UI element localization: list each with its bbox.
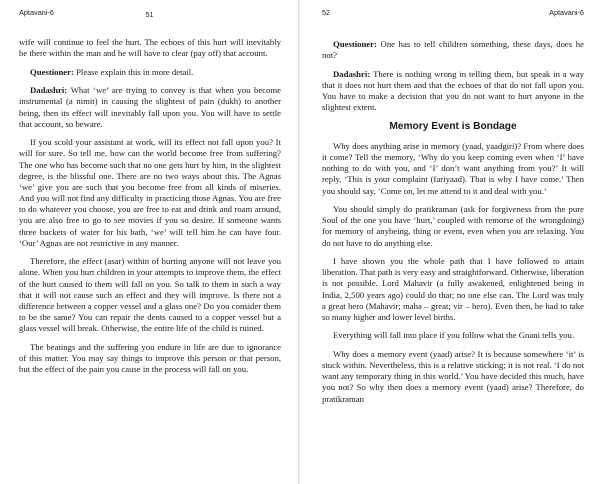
right-page-text [322,39,584,405]
left-page [0,0,299,484]
left-book-title: Aptavani-6 [19,8,54,17]
paragraph-text: There is nothing wrong in telling them, but speak in a way that it does not hurt them and that the echoes of that do not fall upon you. You have to make a decision that you do not want to hurt anyone in the slightest extent. [322,68,585,113]
speaker-label: Dadashri: [30,85,71,96]
left-running-head [19,0,281,20]
right-paragraph [322,141,584,197]
right-paragraph [322,330,584,341]
left-page-number: 51 [145,10,154,19]
speaker-label: Dadashri: [333,68,374,79]
speaker-label: Questioner: [333,39,381,49]
left-paragraph [19,137,281,249]
paragraph-text: One has to tell children something, these days, does he not? [322,39,584,61]
paragraph-text: If you scold your assistant at work, will its effect not fall upon you? It will for sure. So tell me, how can the world become free from suffering? The one who has become such that no one gets hurt by him, in the slightest degree, is the blissful one. There are no two ways about this. The Agnas ‘we’ give you are such that you become free from all kinds of miseries. And you will not find any difficulty in practicing those Agnas. You are free to do whatever you choose, you are free to eat and drink and roam around, you are also free to go to see movies if you so desire. If someone wants three buckets of water for his bath, ‘we’ will tell him he can have four. ‘Our’ Agnas are not restrictive in any manner. [19,137,281,248]
right-paragraph [322,69,584,114]
paragraph-text: I have shown you the whole path that I have followed to attain liberation. That path is very easy and straightforward. Otherwise, liberation is not possible. Lord Mahavir (a fully awakened, enlightened being in India, 2,500 years ago) could do that; no one else can. The Lord was truly a great hero (Mahavir; maha – great; vir – hero). Even then, he had to take so many higher and lower level births. [322,256,584,322]
left-paragraph [19,37,281,59]
left-paragraph [19,85,281,130]
paragraph-text: Please explain this in more detail. [76,66,194,77]
right-book-title: Aptavani-6 [549,8,584,17]
right-running-head [322,0,584,20]
right-paragraph [322,256,584,323]
paragraph-text: Everything will fall into place if you follow what the Gnani tells you. [333,330,575,341]
paragraph-text: You should simply do pratikraman (ask for forgiveness from the pure Soul of the one you have ‘hurt,’ coupled with remorse of the wrongdoing) for memory of anybeing, thing or event, even when you are relaxing. You do not have to do anything else. [322,204,584,248]
right-paragraph [322,349,584,405]
paragraph-text: Why does anything arise in memory (yaad, yaadgiri)? From where does it come? Tell the memory, ‘Why do you keep coming even when ‘I’ have nothing to do with you, and ‘I’ don’t want anything from you?’ It will reply, ‘This is your complaint (fariyaad). That is why I have come.’ Then you should say, ‘Come on, let me attend to it and deal with you.’ [322,140,584,196]
left-page-text [19,37,281,375]
left-paragraph [19,256,281,334]
right-page-number: 52 [322,8,331,17]
right-paragraph [322,39,584,61]
paragraph-text: wife will continue to feel the hurt. The echoes of this hurt will inevitably be there within the man and he will have to clear (pay off) that account. [19,37,281,59]
speaker-label: Questioner: [30,66,77,77]
paragraph-text: The beatings and the suffering you endure in life are due to ignorance of this matter. You may say things to improve this person or that person, but the effect of the pain you cause in the process will fall on you. [19,341,281,375]
section-heading: Memory Event is Bondage [389,120,517,132]
paragraph-text: Therefore, the effect (asar) within of hurting anyone will not leave you alone. When you hurt children in your attempts to improve them, the effect of the hurt caused to them will fall on you. So talk to them in such a way that it will not cause such an effect and they will improve. Is there not a difference between a copper vessel and a glass one? Do you consider them to be the same? You can repair the dents caused to a copper vessel but a glass vessel will break. Otherwise, the entire life of the child is ruined. [19,256,281,334]
paragraph-text: What ‘we’ are trying to convey is that when you become instrumental (a nimit) in causing the slightest of pain (dukh) to another being, then its effect will inevitably fall upon you. You will have to settle that account, so beware. [19,85,281,129]
paragraph-text: Why does a memory event (yaad) arise? It is because somewhere ‘it’ is stuck within. Nevertheless, this is a relative sticking; it is not real. ‘I do not want any temporary thing in this world.’ You have decided this much, have you not? So why then does a memory event (yaad) arise? Therefore, do pratikraman [322,348,584,404]
right-page [299,0,598,484]
right-paragraph [322,204,584,249]
left-paragraph [19,342,281,375]
left-paragraph [19,67,281,78]
